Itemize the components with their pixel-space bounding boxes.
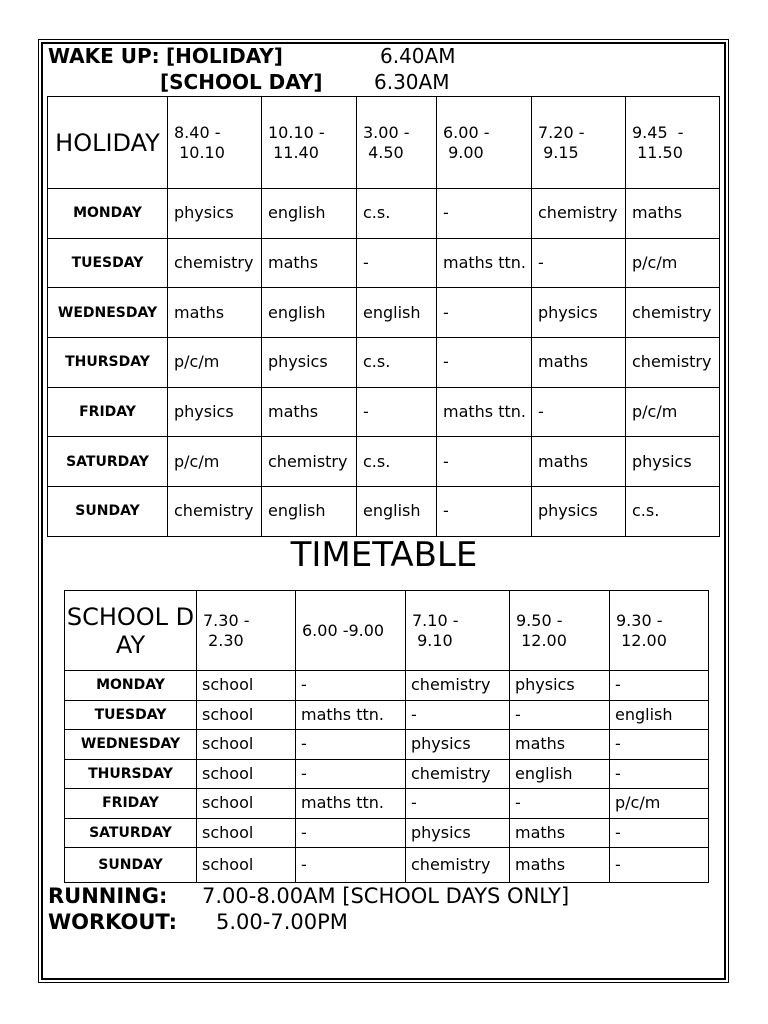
holiday-wake-time: 6.40AM [380, 44, 456, 68]
time-slot-header: 8.40 - 10.10 [168, 97, 262, 189]
table-row [65, 671, 709, 701]
subject-cell: chemistry [532, 189, 626, 239]
subject-cell: physics [406, 730, 510, 760]
workout-value: 5.00-7.00PM [216, 910, 348, 934]
table-row [48, 437, 720, 487]
subject-cell: p/c/m [168, 338, 262, 388]
subject-cell: chemistry [406, 848, 510, 883]
subject-cell: - [296, 818, 406, 848]
header-row [48, 97, 720, 189]
subject-cell: - [296, 759, 406, 789]
running-line [48, 884, 167, 909]
table-row [65, 789, 709, 819]
subject-cell: school [197, 671, 296, 701]
subject-cell: p/c/m [168, 437, 262, 487]
subject-cell: p/c/m [626, 238, 720, 288]
subject-cell: - [610, 671, 709, 701]
subject-cell: english [610, 700, 709, 730]
table-row [48, 487, 720, 537]
subject-cell: school [197, 848, 296, 883]
subject-cell: english [262, 487, 357, 537]
day-label: THURSDAY [48, 338, 168, 388]
subject-cell: - [532, 238, 626, 288]
time-slot-header: 7.20 - 9.15 [532, 97, 626, 189]
subject-cell: c.s. [357, 189, 437, 239]
subject-cell: - [610, 848, 709, 883]
day-label: FRIDAY [48, 387, 168, 437]
subject-cell: - [296, 848, 406, 883]
subject-cell: - [437, 487, 532, 537]
day-label: TUESDAY [65, 700, 197, 730]
subject-cell: physics [406, 818, 510, 848]
subject-cell: english [357, 487, 437, 537]
subject-cell: school [197, 789, 296, 819]
day-label: MONDAY [48, 189, 168, 239]
subject-cell: - [437, 437, 532, 487]
school-day-label: [SCHOOL DAY] [160, 70, 323, 94]
table-row [65, 700, 709, 730]
subject-cell: english [510, 759, 610, 789]
day-label: SUNDAY [48, 487, 168, 537]
subject-cell: maths ttn. [437, 387, 532, 437]
time-slot-header: 3.00 - 4.50 [357, 97, 437, 189]
subject-cell: maths ttn. [296, 789, 406, 819]
subject-cell: school [197, 818, 296, 848]
running-value: 7.00-8.00AM [SCHOOL DAYS ONLY] [202, 884, 570, 908]
subject-cell: - [357, 387, 437, 437]
subject-cell: - [406, 789, 510, 819]
subject-cell: physics [510, 671, 610, 701]
time-slot-header: 9.45 - 11.50 [626, 97, 720, 189]
subject-cell: physics [532, 487, 626, 537]
subject-cell: - [437, 338, 532, 388]
subject-cell: maths [262, 387, 357, 437]
time-slot-header: 9.30 - 12.00 [610, 591, 709, 671]
day-label: THURSDAY [65, 759, 197, 789]
subject-cell: chemistry [626, 338, 720, 388]
table-heading: SCHOOL DAY [65, 591, 197, 671]
subject-cell: chemistry [168, 238, 262, 288]
time-slot-header: 7.10 - 9.10 [406, 591, 510, 671]
subject-cell: - [510, 789, 610, 819]
subject-cell: physics [262, 338, 357, 388]
day-label: SATURDAY [48, 437, 168, 487]
subject-cell: c.s. [357, 437, 437, 487]
table-heading: HOLIDAY [48, 97, 168, 189]
subject-cell: physics [626, 437, 720, 487]
table-row [48, 189, 720, 239]
subject-cell: chemistry [626, 288, 720, 338]
subject-cell: c.s. [357, 338, 437, 388]
subject-cell: school [197, 730, 296, 760]
subject-cell: school [197, 700, 296, 730]
workout-label: WORKOUT: [48, 910, 177, 934]
subject-cell: physics [532, 288, 626, 338]
table-row [48, 238, 720, 288]
subject-cell: maths [510, 848, 610, 883]
subject-cell: p/c/m [626, 387, 720, 437]
time-slot-header: 9.50 - 12.00 [510, 591, 610, 671]
day-label: TUESDAY [48, 238, 168, 288]
subject-cell: maths [262, 238, 357, 288]
table-row [65, 818, 709, 848]
page-title: TIMETABLE [290, 535, 478, 575]
time-slot-header: 7.30 - 2.30 [197, 591, 296, 671]
subject-cell: english [262, 288, 357, 338]
time-slot-header: 6.00 - 9.00 [437, 97, 532, 189]
subject-cell: - [296, 730, 406, 760]
subject-cell: maths [626, 189, 720, 239]
subject-cell: chemistry [406, 671, 510, 701]
subject-cell: chemistry [406, 759, 510, 789]
subject-cell: - [610, 818, 709, 848]
subject-cell: physics [168, 189, 262, 239]
day-label: SUNDAY [65, 848, 197, 883]
subject-cell: p/c/m [610, 789, 709, 819]
day-label: FRIDAY [65, 789, 197, 819]
holiday-label: [HOLIDAY] [166, 44, 283, 68]
subject-cell: chemistry [168, 487, 262, 537]
day-label: WEDNESDAY [48, 288, 168, 338]
workout-line [48, 910, 177, 935]
subject-cell: maths ttn. [296, 700, 406, 730]
school-wake-time: 6.30AM [374, 70, 450, 94]
subject-cell: - [357, 238, 437, 288]
subject-cell: - [296, 671, 406, 701]
subject-cell: - [610, 730, 709, 760]
subject-cell: - [406, 700, 510, 730]
wake-up-label: WAKE UP: [48, 44, 160, 68]
day-label: WEDNESDAY [65, 730, 197, 760]
day-label: MONDAY [65, 671, 197, 701]
subject-cell: - [437, 189, 532, 239]
table-row [48, 288, 720, 338]
subject-cell: english [262, 189, 357, 239]
subject-cell: - [437, 288, 532, 338]
school-day-timetable [64, 590, 709, 883]
table-row [48, 338, 720, 388]
header-row [65, 591, 709, 671]
subject-cell: maths [532, 437, 626, 487]
subject-cell: - [510, 700, 610, 730]
holiday-timetable [47, 96, 720, 537]
running-label: RUNNING: [48, 884, 168, 908]
subject-cell: maths [510, 818, 610, 848]
subject-cell: maths ttn. [437, 238, 532, 288]
table-row [65, 759, 709, 789]
subject-cell: - [610, 759, 709, 789]
table-row [65, 730, 709, 760]
subject-cell: english [357, 288, 437, 338]
table-row [65, 848, 709, 883]
subject-cell: - [532, 387, 626, 437]
time-slot-header: 10.10 - 11.40 [262, 97, 357, 189]
subject-cell: school [197, 759, 296, 789]
time-slot-header: 6.00 -9.00 [296, 591, 406, 671]
subject-cell: maths [510, 730, 610, 760]
table-row [48, 387, 720, 437]
day-label: SATURDAY [65, 818, 197, 848]
subject-cell: maths [168, 288, 262, 338]
subject-cell: physics [168, 387, 262, 437]
subject-cell: maths [532, 338, 626, 388]
subject-cell: c.s. [626, 487, 720, 537]
subject-cell: chemistry [262, 437, 357, 487]
wake-up-holiday-line [48, 44, 283, 68]
